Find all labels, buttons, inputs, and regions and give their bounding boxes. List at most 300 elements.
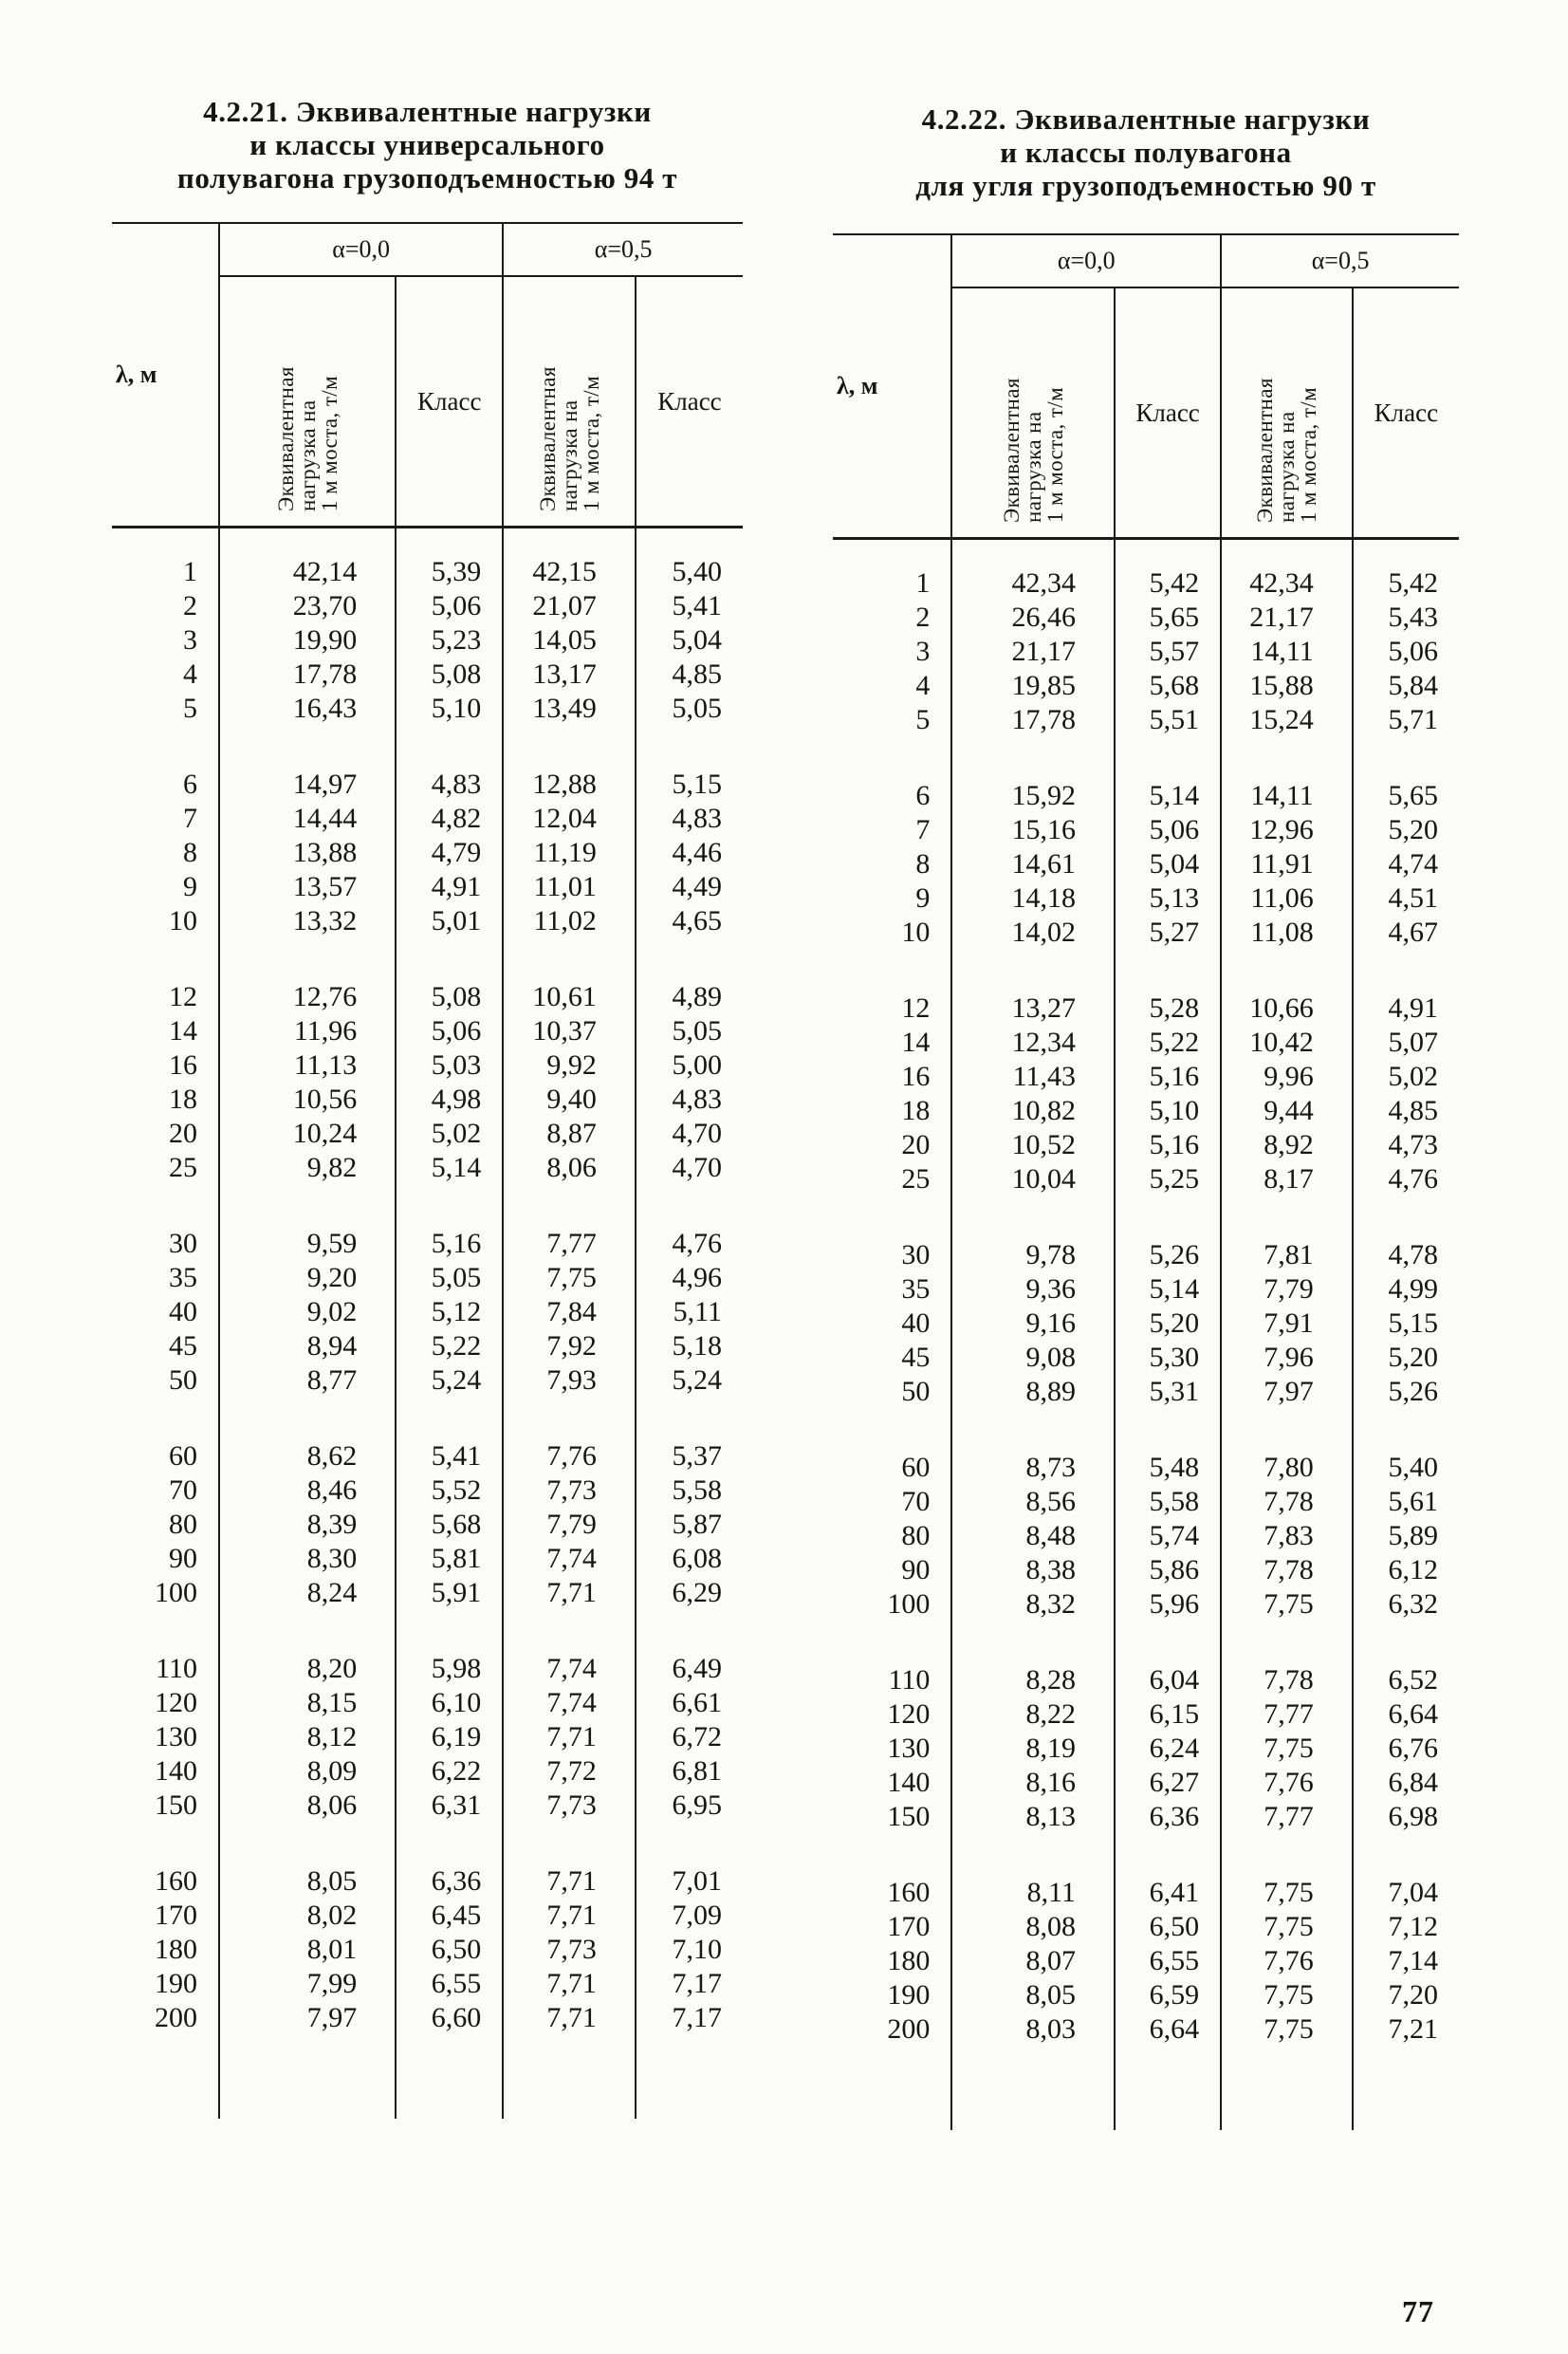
load-a05-cell: 7,81 (1221, 1196, 1353, 1272)
class-a05-cell: 4,91 (1353, 950, 1459, 1026)
load-a0-cell: 9,78 (951, 1196, 1115, 1272)
table-row (112, 1686, 743, 1720)
class-a05-cell: 5,07 (1353, 1026, 1459, 1060)
table-row (112, 1899, 743, 1933)
class-a0-cell: 4,83 (396, 726, 503, 802)
class-a05-cell: 6,32 (1353, 1587, 1459, 1622)
load-a0-cell: 8,05 (219, 1823, 396, 1899)
lambda-cell: 18 (169, 1084, 198, 1115)
lambda-cell: 150 (887, 1801, 931, 1832)
class-a05-cell: 6,84 (1353, 1766, 1459, 1800)
table-row (833, 1094, 1459, 1128)
load-a05-cell: 7,71 (503, 1967, 636, 2001)
class-a05-cell: 5,06 (1353, 635, 1459, 669)
lambda-cell: 120 (887, 1698, 931, 1730)
load-a05-cell: 7,71 (503, 2001, 636, 2035)
load-a0-cell: 8,05 (951, 1978, 1115, 2012)
empty-cell (1115, 2047, 1221, 2130)
table-tail (112, 2035, 743, 2119)
load-a0-cell: 8,08 (951, 1910, 1115, 1944)
lambda-cell: 40 (901, 1307, 931, 1339)
load-a05-cell: 11,02 (503, 904, 636, 938)
lambda-cell: 1 (915, 567, 931, 599)
load-a0-cell: 8,28 (951, 1622, 1115, 1697)
class-a0-cell: 5,10 (396, 692, 503, 726)
load-a0-cell: 11,13 (219, 1048, 396, 1083)
class-a05-cell: 6,72 (636, 1720, 743, 1754)
lambda-cell: 190 (887, 1979, 931, 2011)
lambda-cell: 180 (155, 1934, 198, 1965)
lambda-cell: 110 (888, 1664, 931, 1696)
class-a0-cell: 6,27 (1115, 1766, 1221, 1800)
table-row (833, 1519, 1459, 1553)
load-a0-cell: 11,96 (219, 1014, 396, 1048)
load-a05-cell: 7,75 (1221, 1587, 1353, 1622)
class-a05-cell: 4,99 (1353, 1272, 1459, 1307)
load-a0-cell: 15,92 (951, 737, 1115, 813)
table-row (112, 1295, 743, 1329)
load-a05-cell: 8,06 (503, 1151, 636, 1185)
table-row (112, 1261, 743, 1295)
class-a05-cell: 4,76 (1353, 1162, 1459, 1196)
load-a05-cell: 8,17 (1221, 1162, 1353, 1196)
class-a05-cell: 7,09 (636, 1899, 743, 1933)
class-a05-cell: 5,61 (1353, 1485, 1459, 1519)
lambda-cell: 200 (155, 2002, 198, 2033)
load-class-table (833, 233, 1459, 2130)
lambda-cell: 4 (915, 670, 931, 701)
lambda-cell: 6 (183, 769, 198, 800)
load-a0-cell: 8,11 (951, 1834, 1115, 1910)
class-a0-cell: 5,01 (396, 904, 503, 938)
load-a0-cell: 8,46 (219, 1474, 396, 1508)
class-a05-cell: 4,96 (636, 1261, 743, 1295)
class-a05-cell: 7,20 (1353, 1978, 1459, 2012)
lambda-cell: 80 (169, 1509, 198, 1540)
lambda-header: λ, м (833, 234, 951, 539)
class-a0-cell: 5,22 (396, 1329, 503, 1363)
lambda-cell: 10 (169, 905, 198, 936)
lambda-cell: 9 (915, 882, 931, 914)
load-a0-cell: 10,04 (951, 1162, 1115, 1196)
table-row (833, 635, 1459, 669)
class-a0-cell: 4,79 (396, 836, 503, 870)
class-a0-cell: 6,36 (396, 1823, 503, 1899)
lambda-cell: 12 (169, 981, 198, 1012)
load-a0-cell: 42,14 (219, 528, 396, 590)
lambda-cell: 110 (156, 1653, 198, 1684)
load-a05-cell: 11,91 (1221, 847, 1353, 881)
class-a0-cell: 4,91 (396, 870, 503, 904)
lambda-cell: 3 (915, 636, 931, 667)
load-a0-cell: 10,82 (951, 1094, 1115, 1128)
load-a0-cell: 8,89 (951, 1375, 1115, 1409)
load-a05-cell: 9,44 (1221, 1094, 1353, 1128)
load-a0-cell: 8,06 (219, 1789, 396, 1823)
load-a05-cell: 7,71 (503, 1720, 636, 1754)
lambda-cell: 140 (887, 1767, 931, 1798)
table-row (112, 1542, 743, 1576)
load-a05-cell: 7,75 (1221, 1910, 1353, 1944)
class-a0-cell: 6,55 (396, 1967, 503, 2001)
class-a0-cell: 6,31 (396, 1789, 503, 1823)
class-a05-cell: 5,43 (1353, 601, 1459, 635)
class-a05-cell: 4,65 (636, 904, 743, 938)
class-a05-cell: 5,42 (1353, 539, 1459, 602)
class-a0-cell: 6,50 (396, 1933, 503, 1967)
class-a05-cell: 7,17 (636, 2001, 743, 2035)
load-a05-cell: 7,79 (503, 1508, 636, 1542)
class-a05-cell: 6,49 (636, 1610, 743, 1686)
load-a0-cell: 9,59 (219, 1185, 396, 1261)
load-a0-cell: 10,24 (219, 1117, 396, 1151)
table-row (112, 1398, 743, 1474)
class-a05-cell: 6,76 (1353, 1732, 1459, 1766)
lambda-cell: 1 (183, 556, 198, 587)
class-a05-cell: 5,18 (636, 1329, 743, 1363)
table-row (112, 1083, 743, 1117)
load-a05-cell: 10,37 (503, 1014, 636, 1048)
class-a0-cell: 5,25 (1115, 1162, 1221, 1196)
load-a05-cell: 8,87 (503, 1117, 636, 1151)
class-a05-cell: 6,12 (1353, 1553, 1459, 1587)
lambda-cell: 70 (901, 1486, 931, 1517)
load-a05-cell: 7,96 (1221, 1341, 1353, 1375)
load-a0-cell: 14,44 (219, 802, 396, 836)
class-a0-cell: 5,06 (396, 1014, 503, 1048)
class-a0-cell: 5,16 (1115, 1060, 1221, 1094)
load-a05-cell: 7,75 (1221, 2012, 1353, 2047)
table-row (112, 1967, 743, 2001)
load-a05-cell: 14,11 (1221, 737, 1353, 813)
load-a05-cell: 7,75 (1221, 1834, 1353, 1910)
class-a0-cell: 6,22 (396, 1754, 503, 1789)
load-a05-cell: 13,17 (503, 658, 636, 692)
table-4-2-22 (833, 102, 1459, 2130)
load-a05-cell: 7,76 (1221, 1944, 1353, 1978)
lambda-cell: 120 (155, 1687, 198, 1718)
class-a05-cell: 5,65 (1353, 737, 1459, 813)
load-a05-cell: 12,04 (503, 802, 636, 836)
load-a0-cell: 8,24 (219, 1576, 396, 1610)
load-a0-cell: 9,08 (951, 1341, 1115, 1375)
class-header: Класс (1115, 287, 1221, 539)
class-a0-cell: 4,82 (396, 802, 503, 836)
class-a05-cell: 4,70 (636, 1117, 743, 1151)
lambda-cell: 5 (915, 704, 931, 735)
lambda-cell: 2 (915, 602, 931, 633)
empty-cell (396, 2035, 503, 2119)
empty-cell (833, 2047, 951, 2130)
load-a05-cell: 42,34 (1221, 539, 1353, 602)
class-a0-cell: 5,42 (1115, 539, 1221, 602)
class-a05-cell: 7,12 (1353, 1910, 1459, 1944)
load-a05-cell: 9,92 (503, 1048, 636, 1083)
lambda-header: λ, м (112, 223, 219, 528)
class-a0-cell: 6,15 (1115, 1697, 1221, 1732)
class-a05-cell: 5,84 (1353, 669, 1459, 703)
load-a05-cell: 12,96 (1221, 813, 1353, 847)
load-a0-cell: 8,13 (951, 1800, 1115, 1834)
load-a05-cell: 7,76 (1221, 1766, 1353, 1800)
load-a05-cell: 7,78 (1221, 1553, 1353, 1587)
table-row (833, 881, 1459, 916)
class-a0-cell: 5,23 (396, 623, 503, 658)
load-a0-cell: 8,38 (951, 1553, 1115, 1587)
load-a0-cell: 8,48 (951, 1519, 1115, 1553)
load-a0-cell: 8,30 (219, 1542, 396, 1576)
table-row (833, 1834, 1459, 1910)
table-4-2-21 (112, 95, 743, 2119)
lambda-cell: 8 (915, 848, 931, 880)
load-a0-cell: 26,46 (951, 601, 1115, 635)
lambda-cell: 12 (901, 992, 931, 1024)
load-a05-cell: 10,42 (1221, 1026, 1353, 1060)
class-a0-cell: 5,68 (396, 1508, 503, 1542)
class-a05-cell: 6,95 (636, 1789, 743, 1823)
load-header: Эквивалентная нагрузка на 1 м моста, т/м (219, 276, 396, 528)
class-a05-cell: 5,24 (636, 1363, 743, 1398)
load-a0-cell: 14,97 (219, 726, 396, 802)
class-a0-cell: 5,41 (396, 1398, 503, 1474)
load-a05-cell: 21,17 (1221, 601, 1353, 635)
class-a05-cell: 6,81 (636, 1754, 743, 1789)
class-a05-cell: 4,46 (636, 836, 743, 870)
table-row (112, 1151, 743, 1185)
load-a0-cell: 8,15 (219, 1686, 396, 1720)
class-a0-cell: 6,10 (396, 1686, 503, 1720)
class-a0-cell: 5,58 (1115, 1485, 1221, 1519)
load-a0-cell: 8,02 (219, 1899, 396, 1933)
lambda-cell: 130 (887, 1733, 931, 1764)
load-a0-cell: 8,12 (219, 1720, 396, 1754)
load-a05-cell: 15,24 (1221, 703, 1353, 737)
lambda-cell: 190 (155, 1968, 198, 1999)
class-a0-cell: 5,08 (396, 938, 503, 1014)
class-a0-cell: 5,27 (1115, 916, 1221, 950)
lambda-cell: 3 (183, 624, 198, 656)
table-row (112, 1117, 743, 1151)
table-row (112, 1933, 743, 1967)
class-a0-cell: 6,59 (1115, 1978, 1221, 2012)
class-a05-cell: 6,98 (1353, 1800, 1459, 1834)
table-tail (833, 2047, 1459, 2130)
table-row (833, 1622, 1459, 1697)
caption-line: 4.2.22. Эквивалентные нагрузки (921, 102, 1371, 136)
load-a05-cell: 14,05 (503, 623, 636, 658)
load-a05-cell: 7,74 (503, 1610, 636, 1686)
load-a0-cell: 8,94 (219, 1329, 396, 1363)
class-a05-cell: 5,87 (636, 1508, 743, 1542)
class-a0-cell: 5,65 (1115, 601, 1221, 635)
load-a05-cell: 7,74 (503, 1686, 636, 1720)
empty-cell (1221, 2047, 1353, 2130)
lambda-cell: 30 (169, 1228, 198, 1259)
class-a0-cell: 6,36 (1115, 1800, 1221, 1834)
lambda-cell: 25 (901, 1163, 931, 1195)
class-a0-cell: 5,06 (396, 589, 503, 623)
load-a05-cell: 7,73 (503, 1789, 636, 1823)
table-row (833, 1272, 1459, 1307)
load-a05-cell: 21,07 (503, 589, 636, 623)
load-header: Эквивалентная нагрузка на 1 м моста, т/м (951, 287, 1115, 539)
class-a0-cell: 5,05 (396, 1261, 503, 1295)
table-row (833, 1026, 1459, 1060)
load-a05-cell: 7,77 (503, 1185, 636, 1261)
lambda-cell: 100 (887, 1588, 931, 1620)
caption-line: полувагона грузоподъемностью 94 т (176, 161, 678, 195)
class-a05-cell: 7,04 (1353, 1834, 1459, 1910)
class-a0-cell: 5,16 (1115, 1128, 1221, 1162)
lambda-cell: 130 (155, 1721, 198, 1752)
class-a0-cell: 5,51 (1115, 703, 1221, 737)
load-a0-cell: 23,70 (219, 589, 396, 623)
class-a0-cell: 6,41 (1115, 1834, 1221, 1910)
load-a0-cell: 9,16 (951, 1307, 1115, 1341)
load-a0-cell: 9,20 (219, 1261, 396, 1295)
table-row (112, 1363, 743, 1398)
table-row (833, 1060, 1459, 1094)
table-row (112, 1754, 743, 1789)
load-a05-cell: 11,01 (503, 870, 636, 904)
lambda-cell: 160 (155, 1865, 198, 1897)
class-a05-cell: 7,14 (1353, 1944, 1459, 1978)
load-a0-cell: 13,57 (219, 870, 396, 904)
table-row (112, 2001, 743, 2035)
load-a0-cell: 8,07 (951, 1944, 1115, 1978)
table-row (112, 528, 743, 590)
load-a05-cell: 7,75 (1221, 1978, 1353, 2012)
table-row (112, 1474, 743, 1508)
load-a0-cell: 12,76 (219, 938, 396, 1014)
class-a0-cell: 5,48 (1115, 1409, 1221, 1485)
load-a0-cell: 8,32 (951, 1587, 1115, 1622)
table-row (112, 938, 743, 1014)
load-a05-cell: 7,77 (1221, 1697, 1353, 1732)
lambda-cell: 170 (887, 1911, 931, 1942)
empty-cell (951, 2047, 1115, 2130)
lambda-cell: 8 (183, 837, 198, 868)
class-a05-cell: 7,17 (636, 1967, 743, 2001)
class-a05-cell: 4,51 (1353, 881, 1459, 916)
load-a05-cell: 9,40 (503, 1083, 636, 1117)
load-a05-cell: 9,96 (1221, 1060, 1353, 1094)
caption-line: и классы универсального (249, 128, 605, 161)
class-a0-cell: 6,55 (1115, 1944, 1221, 1978)
load-a0-cell: 8,22 (951, 1697, 1115, 1732)
table-row (833, 703, 1459, 737)
caption-line: 4.2.21. Эквивалентные нагрузки (203, 95, 652, 128)
class-a05-cell: 4,74 (1353, 847, 1459, 881)
lambda-cell: 18 (901, 1095, 931, 1126)
table-row (112, 1823, 743, 1899)
lambda-cell: 20 (169, 1118, 198, 1149)
load-a0-cell: 10,52 (951, 1128, 1115, 1162)
class-a0-cell: 5,20 (1115, 1307, 1221, 1341)
table-row (112, 692, 743, 726)
class-a05-cell: 6,08 (636, 1542, 743, 1576)
load-a0-cell: 42,34 (951, 539, 1115, 602)
lambda-cell: 14 (169, 1015, 198, 1047)
lambda-cell: 9 (183, 871, 198, 902)
class-a0-cell: 5,39 (396, 528, 503, 590)
table-row (833, 1553, 1459, 1587)
load-a0-cell: 9,36 (951, 1272, 1115, 1307)
load-a05-cell: 8,92 (1221, 1128, 1353, 1162)
load-a0-cell: 11,43 (951, 1060, 1115, 1094)
load-a05-cell: 7,78 (1221, 1485, 1353, 1519)
class-a05-cell: 5,41 (636, 589, 743, 623)
load-a0-cell: 9,82 (219, 1151, 396, 1185)
load-a0-cell: 8,56 (951, 1485, 1115, 1519)
load-header: Эквивалентная нагрузка на 1 м моста, т/м (1221, 287, 1353, 539)
load-a0-cell: 13,88 (219, 836, 396, 870)
load-a05-cell: 10,61 (503, 938, 636, 1014)
load-a05-cell: 7,75 (503, 1261, 636, 1295)
class-a0-cell: 5,96 (1115, 1587, 1221, 1622)
lambda-cell: 20 (901, 1129, 931, 1160)
load-a05-cell: 7,78 (1221, 1622, 1353, 1697)
load-a05-cell: 7,71 (503, 1899, 636, 1933)
lambda-cell: 50 (901, 1376, 931, 1407)
table-row (833, 1910, 1459, 1944)
table-row (112, 1329, 743, 1363)
load-a05-cell: 42,15 (503, 528, 636, 590)
table-row (112, 623, 743, 658)
class-a0-cell: 6,60 (396, 2001, 503, 2035)
class-a05-cell: 5,05 (636, 1014, 743, 1048)
lambda-cell: 2 (183, 590, 198, 621)
class-a05-cell: 6,29 (636, 1576, 743, 1610)
class-a0-cell: 6,24 (1115, 1732, 1221, 1766)
load-a0-cell: 9,02 (219, 1295, 396, 1329)
class-a0-cell: 5,52 (396, 1474, 503, 1508)
load-a0-cell: 12,34 (951, 1026, 1115, 1060)
load-a05-cell: 10,66 (1221, 950, 1353, 1026)
class-a0-cell: 5,81 (396, 1542, 503, 1576)
table-row (112, 658, 743, 692)
load-a05-cell: 7,80 (1221, 1409, 1353, 1485)
load-a05-cell: 7,93 (503, 1363, 636, 1398)
load-a0-cell: 8,62 (219, 1398, 396, 1474)
load-a0-cell: 8,16 (951, 1766, 1115, 1800)
class-a05-cell: 5,00 (636, 1048, 743, 1083)
load-a05-cell: 13,49 (503, 692, 636, 726)
class-a0-cell: 5,14 (1115, 737, 1221, 813)
class-a05-cell: 4,70 (636, 1151, 743, 1185)
load-a0-cell: 8,01 (219, 1933, 396, 1967)
table-row (112, 1048, 743, 1083)
class-header: Класс (396, 276, 503, 528)
table-row (833, 1800, 1459, 1834)
table-row (833, 950, 1459, 1026)
empty-cell (219, 2035, 396, 2119)
load-a05-cell: 7,71 (503, 1576, 636, 1610)
load-a0-cell: 19,85 (951, 669, 1115, 703)
class-a0-cell: 6,04 (1115, 1622, 1221, 1697)
load-a05-cell: 14,11 (1221, 635, 1353, 669)
class-a0-cell: 5,91 (396, 1576, 503, 1610)
load-a0-cell: 7,97 (219, 2001, 396, 2035)
load-a0-cell: 8,77 (219, 1363, 396, 1398)
table-row (833, 2012, 1459, 2047)
table-caption (833, 102, 1459, 211)
table-row (112, 1610, 743, 1686)
class-a05-cell: 4,83 (636, 1083, 743, 1117)
class-a05-cell: 5,89 (1353, 1519, 1459, 1553)
table-row (112, 1576, 743, 1610)
load-a0-cell: 8,09 (219, 1754, 396, 1789)
